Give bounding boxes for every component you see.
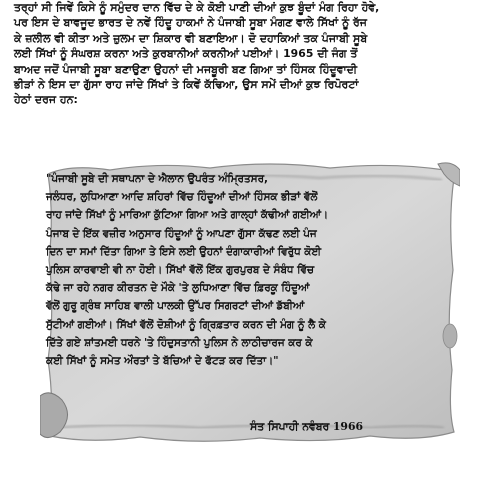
quoted-report: "ਪੰਜਾਬੀ ਸੂਬੇ ਦੀ ਸਥਾਪਨਾ ਦੇ ਐਲਾਨ ਉਪਰੰਤ ਅੰਮ੍ਰਿਤਸਰ, ਜਲੰਧਰ, ਲੁਧਿਆਣਾ ਆਦਿ ਸ਼ਹਿਰਾਂ ਵਿੱਚ ਹਿੰਦੂਆਂ ਦੀਆਂ ਹਿੰਸਕ ਭੀੜਾਂ ਵੱਲੋਂ ਰਾਹ ਜਾਂਦੇ ਸਿੱਖਾਂ ਨੂੰ ਮਾਰਿਆ ਕੁੱਟਿਆ ਗਿਆ ਅਤੇ ਗਾਲ੍ਹਾਂ ਕੱਢੀਆਂ ਗਈਆਂ। ਪੰਜਾਬ ਦੇ ਇੱਕ ਵਜ਼ੀਰ ਅਨੁਸਾਰ ਹਿੰਦੂਆਂ ਨੂੰ ਆਪਣਾ ਗੁੱਸਾ ਕੱਢਣ ਲਈ ਪੰਜ ਦਿਨ ਦਾ ਸਮਾਂ ਦਿੱਤਾ ਗਿਆ ਤੇ ਇਸੇ ਲਈ ਉਹਨਾਂ ਦੰਗਾਕਾਰੀਆਂ ਵਿਰੁੱਧ ਕੋਈ ਪੁਲਿਸ ਕਾਰਵਾਈ ਵੀ ਨਾ ਹੋਈ। ਸਿੱਖਾਂ ਵੱਲੋਂ ਇੱਕ ਗੁਰਪੁਰਬ ਦੇ ਸੰਬੰਧ ਵਿੱਚ ਕੱਢੇ ਜਾ ਰਹੇ ਨਗਰ ਕੀਰਤਨ ਦੇ ਮੌਕੇ 'ਤੇ ਲੁਧਿਆਣਾ ਵਿੱਚ ਫ਼ਿਰਕੂ ਹਿੰਦੂਆਂ ਵੱਲੋਂ ਗੁਰੂ ਗ੍ਰੰਥ ਸਾਹਿਬ ਵਾਲੀ ਪਾਲਕੀ ਉੱਪਰ ਸਿਗਰਟਾਂ ਦੀਆਂ ਡੱਬੀਆਂ ਸੁੱਟੀਆਂ ਗਈਆਂ। ਸਿੱਖਾਂ ਵੱਲੋਂ ਦੋਸ਼ੀਆਂ ਨੂੰ ਗ੍ਰਿਫ਼ਤਾਰ ਕਰਨ ਦੀ ਮੰਗ ਨੂੰ ਲੈ ਕੇ ਦਿੱਤੇ ਗਏ ਸ਼ਾਂਤਮਈ ਧਰਨੇ 'ਤੇ ਹਿੰਦੁਸਤਾਨੀ ਪੁਲਿਸ ਨੇ ਲਾਠੀਚਾਰਜ ਕਰ ਕੇ ਕਈ ਸਿੱਖਾਂ ਨੂੰ ਸਮੇਤ ਔਰਤਾਂ ਤੇ ਬੱਚਿਆਂ ਦੇ ਫੱਟੜ ਕਰ ਦਿੱਤਾ।" — [46, 173, 328, 368]
intro-paragraph: ਤਰ੍ਹਾਂ ਸੀ ਜਿਵੇਂ ਕਿਸੇ ਨੂੰ ਸਮੁੰਦਰ ਦਾਨ ਵਿੱਚ ਦੇ ਕੇ ਕੋਈ ਪਾਣੀ ਦੀਆਂ ਕੁਝ ਬੂੰਦਾਂ ਮੰਗ ਰਿਹਾ ਹੋਵੇ, ਪਰ ਇਸ ਦੇ ਬਾਵਜੂਦ ਭਾਰਤ ਦੇ ਨਵੇਂ ਹਿੰਦੂ ਹਾਕਮਾਂ ਨੇ ਪੰਜਾਬੀ ਸੂਬਾ ਮੰਗਣ ਵਾਲੇ ਸਿੱਖਾਂ ਨੂੰ ਰੱਜ ਕੇ ਜ਼ਲੀਲ ਵੀ ਕੀਤਾ ਅਤੇ ਜ਼ੁਲਮ ਦਾ ਸ਼ਿਕਾਰ ਵੀ ਬਣਾਇਆ। ਦੋ ਦਹਾਕਿਆਂ ਤਕ ਪੰਜਾਬੀ ਸੂਬੇ ਲਈ ਸਿੱਖਾਂ ਨੂੰ ਸੰਘਰਸ਼ ਕਰਨਾ ਅਤੇ ਕੁਰਬਾਨੀਆਂ ਕਰਨੀਆਂ ਪਈਆਂ। 1965 ਦੀ ਜੰਗ ਤੋਂ ਬਾਅਦ ਜਦੋਂ ਪੰਜਾਬੀ ਸੂਬਾ ਬਣਾਉਣਾ ਉਹਨਾਂ ਦੀ ਮਜਬੂਰੀ ਬਣ ਗਿਆ ਤਾਂ ਹਿੰਸਕ ਹਿੰਦੂਵਾਦੀ ਭੀੜਾਂ ਨੇ ਇਸ ਦਾ ਗੁੱਸਾ ਰਾਹ ਜਾਂਦੇ ਸਿੱਖਾਂ ਤੇ ਕਿਵੇਂ ਕੱਢਿਆ, ਉਸ ਸਮੇਂ ਦੀਆਂ ਕੁਝ ਰਿਪੋਰਟਾਂ ਹੇਠਾਂ ਦਰਜ ਹਨ: — [14, 1, 380, 107]
source-signature: ਸੰਤ ਸਿਪਾਹੀ ਨਵੰਬਰ 1966 — [250, 420, 363, 433]
